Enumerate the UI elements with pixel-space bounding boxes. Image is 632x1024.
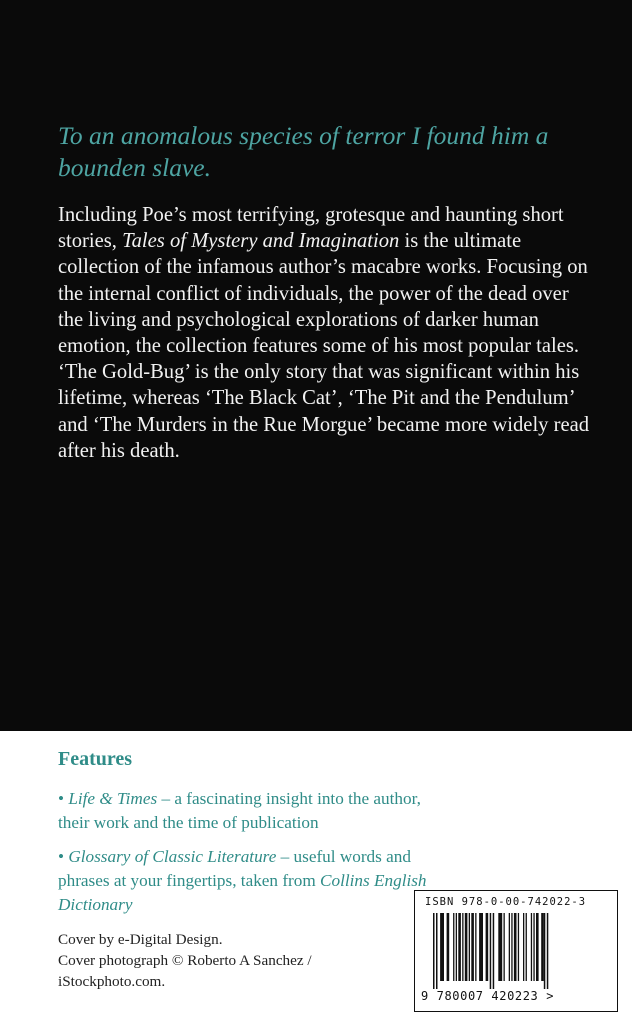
feature-bullet: • xyxy=(58,789,69,808)
barcode-bar xyxy=(458,913,461,981)
isbn-barcode xyxy=(414,890,618,1012)
barcode-guard-bar xyxy=(490,913,492,989)
barcode-bar xyxy=(498,913,502,981)
barcode-bar xyxy=(453,913,454,981)
credit-line-design: Cover by e-Digital Design. xyxy=(58,931,223,948)
barcode-bar xyxy=(471,913,474,981)
barcode-bar xyxy=(514,913,517,981)
barcode-bar xyxy=(523,913,524,981)
barcode-bar xyxy=(536,913,539,981)
barcode-bar xyxy=(469,913,470,981)
barcode-bar xyxy=(518,913,519,981)
cover-blurb xyxy=(58,202,598,464)
credit-line-photo: Cover photograph © Roberto A Sanchez / xyxy=(58,951,312,969)
cover-quote: To an anomalous species of terror I found him a bounden slave. xyxy=(58,121,549,182)
barcode-bar xyxy=(533,913,534,981)
feature-source: Collins English Dictionary xyxy=(58,871,427,914)
barcode-guard-bar xyxy=(547,913,549,989)
barcode-guard-bar xyxy=(493,913,495,989)
barcode-guard-bar xyxy=(433,913,435,989)
blurb-part-1: Including Poe’s most terrifying, grotesque and haunting short stories, xyxy=(58,204,564,253)
barcode-guard-bar xyxy=(544,913,546,989)
barcode-bar xyxy=(486,913,489,981)
barcode-bar xyxy=(504,913,505,981)
blurb-part-2: is the ultimate collection of the infamous author’s macabre works. Focusing on the internal conflict of individuals, the power of the dead over the living and psychological explorations of darker human emotion, the collection features some of his most popular tales. ‘The Gold-Bug’ is the only story that was significant within his lifetime, whereas ‘The Black Cat’, ‘The Pit and the Pendulum’ and ‘The Murders in the Rue Morgue’ became more widely read after his death. xyxy=(58,230,590,462)
barcode-bar xyxy=(447,913,450,981)
barcode-bar xyxy=(475,913,476,981)
barcode-bar xyxy=(509,913,510,981)
barcode-guard-bar xyxy=(436,913,438,989)
barcode-bar xyxy=(456,913,457,981)
feature-name: Glossary of Classic Literature xyxy=(68,847,277,866)
isbn-label: ISBN 978-0-00-742022-3 xyxy=(425,896,587,908)
features-title: Features xyxy=(58,748,133,770)
feature-name: Life & Times xyxy=(68,789,158,808)
feature-bullet: • xyxy=(58,847,69,866)
barcode-bar xyxy=(526,913,527,981)
barcode-bar xyxy=(511,913,512,981)
barcode-bar xyxy=(465,913,468,981)
barcode-bar xyxy=(541,913,544,981)
barcode-bar xyxy=(531,913,532,981)
barcode-bar xyxy=(479,913,483,981)
feature-text: – useful words and phrases at your fingertips, taken from xyxy=(58,847,411,890)
barcode-bar xyxy=(440,913,444,981)
barcode-bar xyxy=(462,913,463,981)
feature-item-life-times xyxy=(58,787,428,835)
credit-line-source: iStockphoto.com. xyxy=(58,972,166,990)
feature-text: – a fascinating insight into the author, their work and the time of publication xyxy=(58,789,421,832)
blurb-book-title: Tales of Mystery and Imagination xyxy=(122,230,400,253)
barcode-bars xyxy=(425,913,607,989)
barcode-number: 9 780007 420223 > xyxy=(421,989,555,1003)
feature-item-glossary xyxy=(58,845,428,917)
cover-credits xyxy=(58,930,388,992)
